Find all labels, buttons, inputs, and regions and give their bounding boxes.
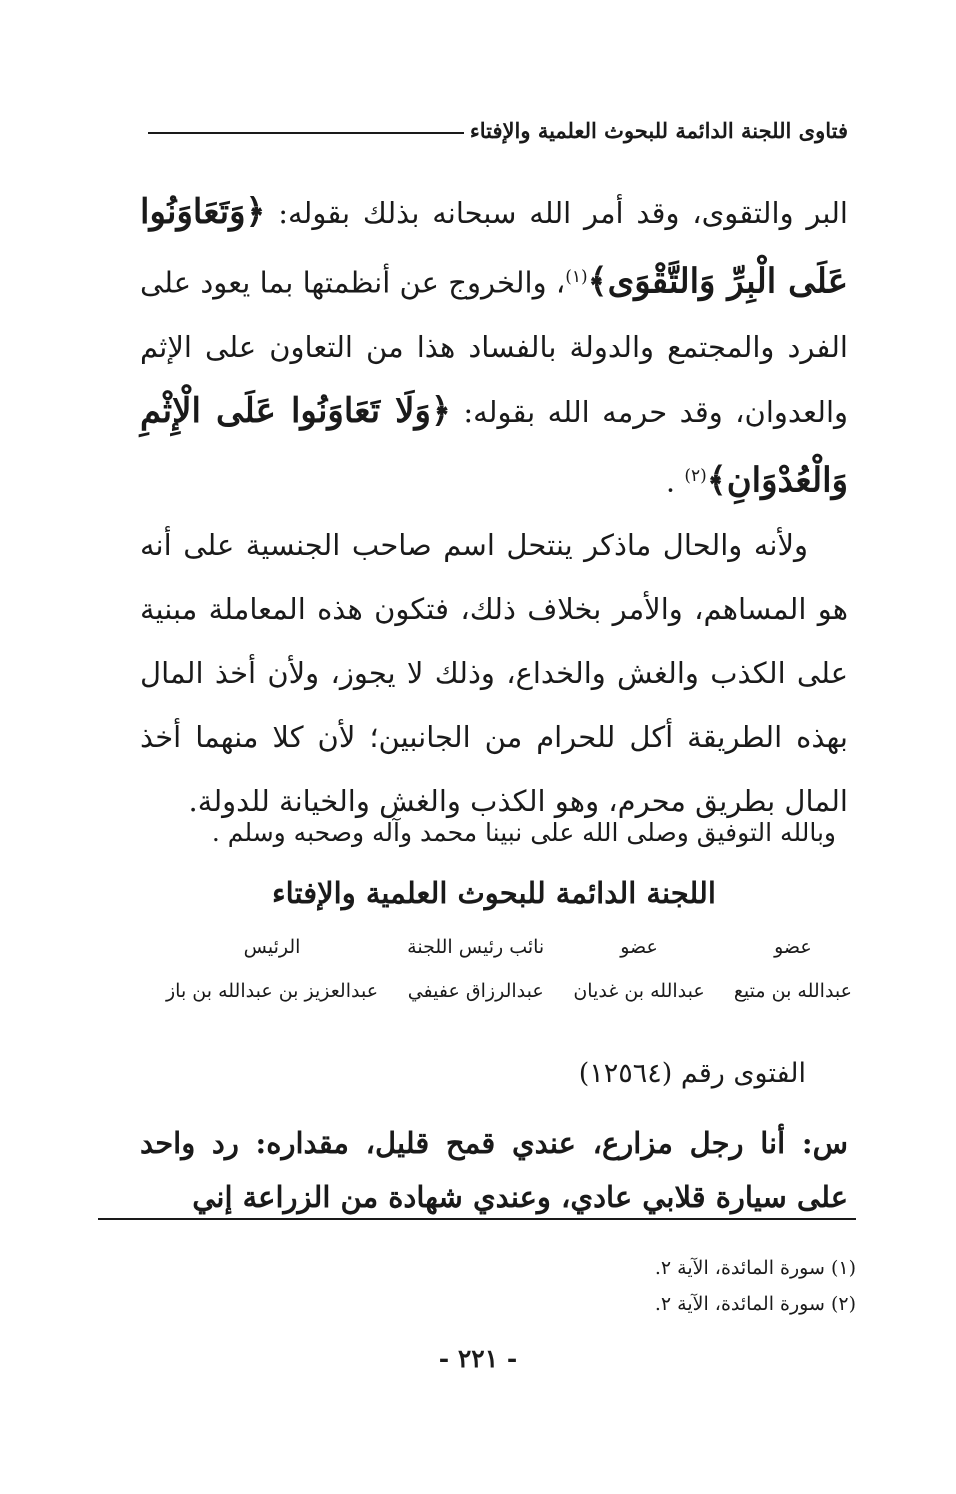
paragraph-1-text-a: البر والتقوى، وقد أمر الله سبحانه بذلك بقوله: <box>265 196 848 230</box>
committee-title: اللجنة الدائمة للبحوث العلمية والإفتاء <box>272 876 716 910</box>
signature-role: الرئيس <box>243 936 301 958</box>
signature-role: نائب رئيس اللجنة <box>407 936 545 958</box>
footnotes <box>655 1250 856 1322</box>
footnote-rule <box>98 1218 856 1220</box>
header-rule <box>148 132 464 134</box>
closing-line: وبالله التوفيق وصلى الله على نبينا محمد وآله وصحبه وسلم . <box>211 818 836 847</box>
signature-name: عبدالله بن متيع <box>733 980 852 1002</box>
footnote-1: (١) سورة المائدة، الآية ٢. <box>654 1257 856 1279</box>
question-paragraph: س: أنا رجل مزارع، عندي قمح قليل، مقداره: رد واحد على سيارة قلابي عادي، وعندي شهادة من الزراعة إني <box>140 1126 848 1214</box>
quran-verse-1: ﴿وَتَعَاوَنُوا عَلَى الْبِرِّ وَالتَّقْوَى﴾ <box>140 192 849 302</box>
signatures <box>166 936 852 1002</box>
header-title: فتاوى اللجنة الدائمة للبحوث العلمية والإفتاء <box>469 117 848 143</box>
signature-name: عبدالعزيز بن عبدالله بن باز <box>166 980 379 1002</box>
signature-role: عضو <box>620 936 658 958</box>
signature-member-2 <box>573 936 704 1002</box>
signature-member-1 <box>734 936 852 1002</box>
signature-role: عضو <box>774 936 812 958</box>
page-number: - ٢٢١ - <box>438 1344 518 1373</box>
footnote-2: (٢) سورة المائدة، الآية ٢. <box>654 1293 856 1315</box>
signature-name: عبدالرزاق عفيفي <box>407 980 544 1002</box>
paragraph-1-end: . <box>665 464 685 499</box>
main-text <box>140 180 848 833</box>
fatwa-number: الفتوى رقم (١٢٥٦٤) <box>578 1058 806 1089</box>
question-text <box>140 1116 848 1224</box>
signature-name: عبدالله بن غديان <box>573 980 705 1002</box>
footnote-ref-2: (٢) <box>684 465 707 486</box>
footnote-ref-1: (١) <box>565 267 588 287</box>
paragraph-1 <box>140 180 848 513</box>
signature-chair <box>166 936 378 1002</box>
running-header <box>148 112 848 148</box>
signature-deputy-chair <box>407 936 544 1002</box>
quran-verse-2: ﴿وَلَا تَعَاوَنُوا عَلَى الْإِثْمِ وَالْعُدْوَانِ﴾ <box>140 390 848 501</box>
paragraph-2: ولأنه والحال ماذكر ينتحل اسم صاحب الجنسية على أنه هو المساهم، والأمر بخلاف ذلك، فتكون هذه المعاملة مبنية على الكذب والغش والخداع، وذلك لا يجوز، ولأن أخذ المال بهذه الطريقة أكل للحرام من الجانبين؛ لأن كلا منهما أخذ المال بطريق محرم، وهو الكذب والغش والخيانة للدولة. <box>140 528 848 819</box>
paragraph-1-text-b: ، والخروج عن أنظمتها بما يعود على الفرد والمجتمع والدولة بالفساد هذا من التعاون على الإثم والعدوان، وقد حرمه الله بقوله: <box>140 265 849 429</box>
